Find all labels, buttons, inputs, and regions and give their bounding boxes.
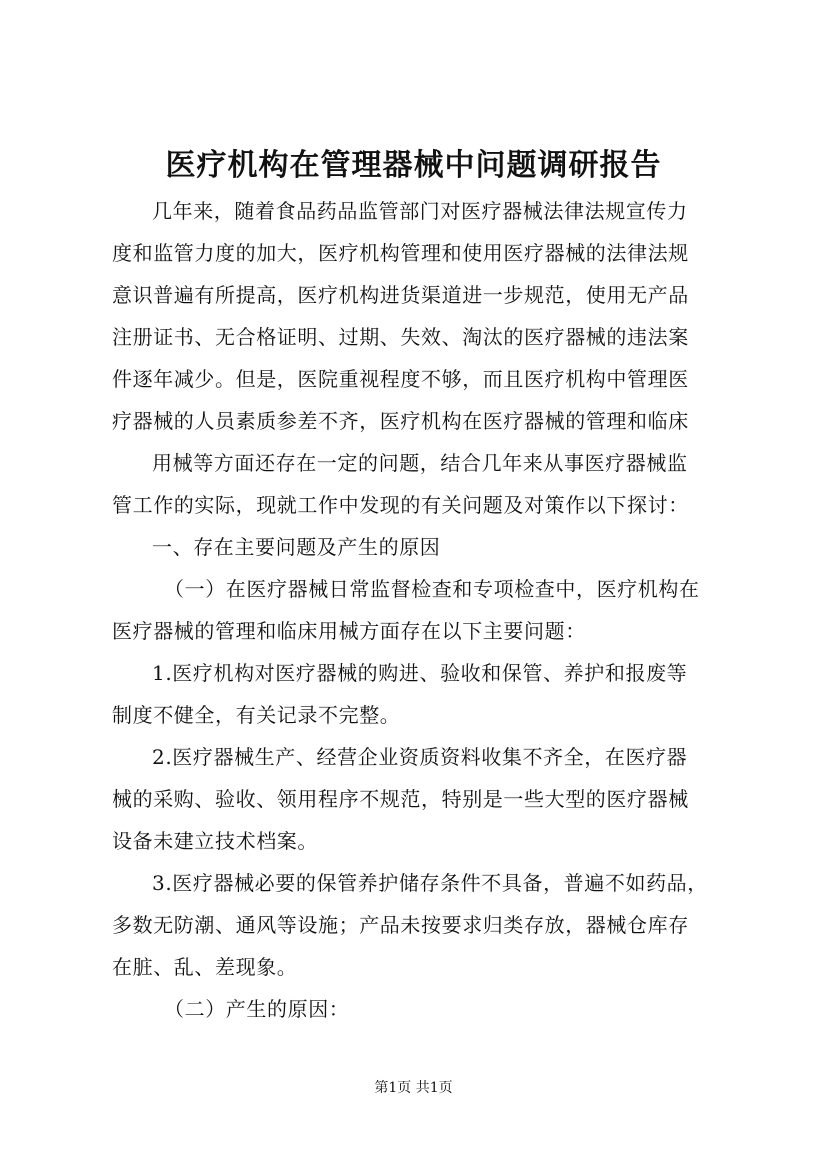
section-heading: 一、存在主要问题及产生的原因 (152, 535, 441, 559)
body-line: 医疗器械的管理和临床用械方面存在以下主要问题： (112, 619, 586, 643)
body-line: 意识普遍有所提高，医疗机构进货渠道进一步规范，使用无产品 (112, 283, 689, 307)
body-line: 度和监管力度的加大，医疗机构管理和使用医疗器械的法律法规 (112, 241, 689, 265)
list-item-line: 制度不健全，有关记录不完整。 (112, 703, 401, 727)
body-line: 用械等方面还存在一定的问题，结合几年来从事医疗器械监 (152, 451, 688, 475)
body-line: 疗器械的人员素质参差不齐，医疗机构在医疗器械的管理和临床 (112, 409, 689, 433)
document-title: 医疗机构在管理器械中问题调研报告 (165, 148, 662, 183)
list-item-line: 多数无防潮、通风等设施；产品未按要求归类存放，器械仓库存 (112, 913, 689, 937)
list-item-line: 1.医疗机构对医疗器械的购进、验收和保管、养护和报废等 (152, 661, 688, 685)
list-item-line: 在脏、乱、差现象。 (112, 955, 298, 979)
body-line: 注册证书、无合格证明、过期、失效、淘汰的医疗器械的违法案 (112, 325, 689, 349)
list-item-line: 2.医疗器械生产、经营企业资质资料收集不齐全，在医疗器 (152, 745, 688, 769)
subsection-heading: （二）产生的原因： (164, 997, 350, 1021)
list-item-line: 械的采购、验收、领用程序不规范，特别是一些大型的医疗器械 (112, 787, 689, 811)
document-body (112, 190, 732, 1030)
list-item-line: 3.医疗器械必要的保管养护储存条件不具备，普遍不如药品， (152, 871, 708, 895)
page-number: 第1页 共1页 (374, 1080, 453, 1096)
body-line: 几年来，随着食品药品监管部门对医疗器械法律法规宣传力 (152, 199, 688, 223)
list-item-line: 设备未建立技术档案。 (112, 829, 318, 853)
subsection-heading: （一）在医疗器械日常监督检查和专项检查中，医疗机构在 (164, 577, 700, 601)
body-line: 管工作的实际，现就工作中发现的有关问题及对策作以下探讨： (112, 493, 689, 517)
body-line: 件逐年减少。但是，医院重视程度不够，而且医疗机构中管理医 (112, 367, 689, 391)
